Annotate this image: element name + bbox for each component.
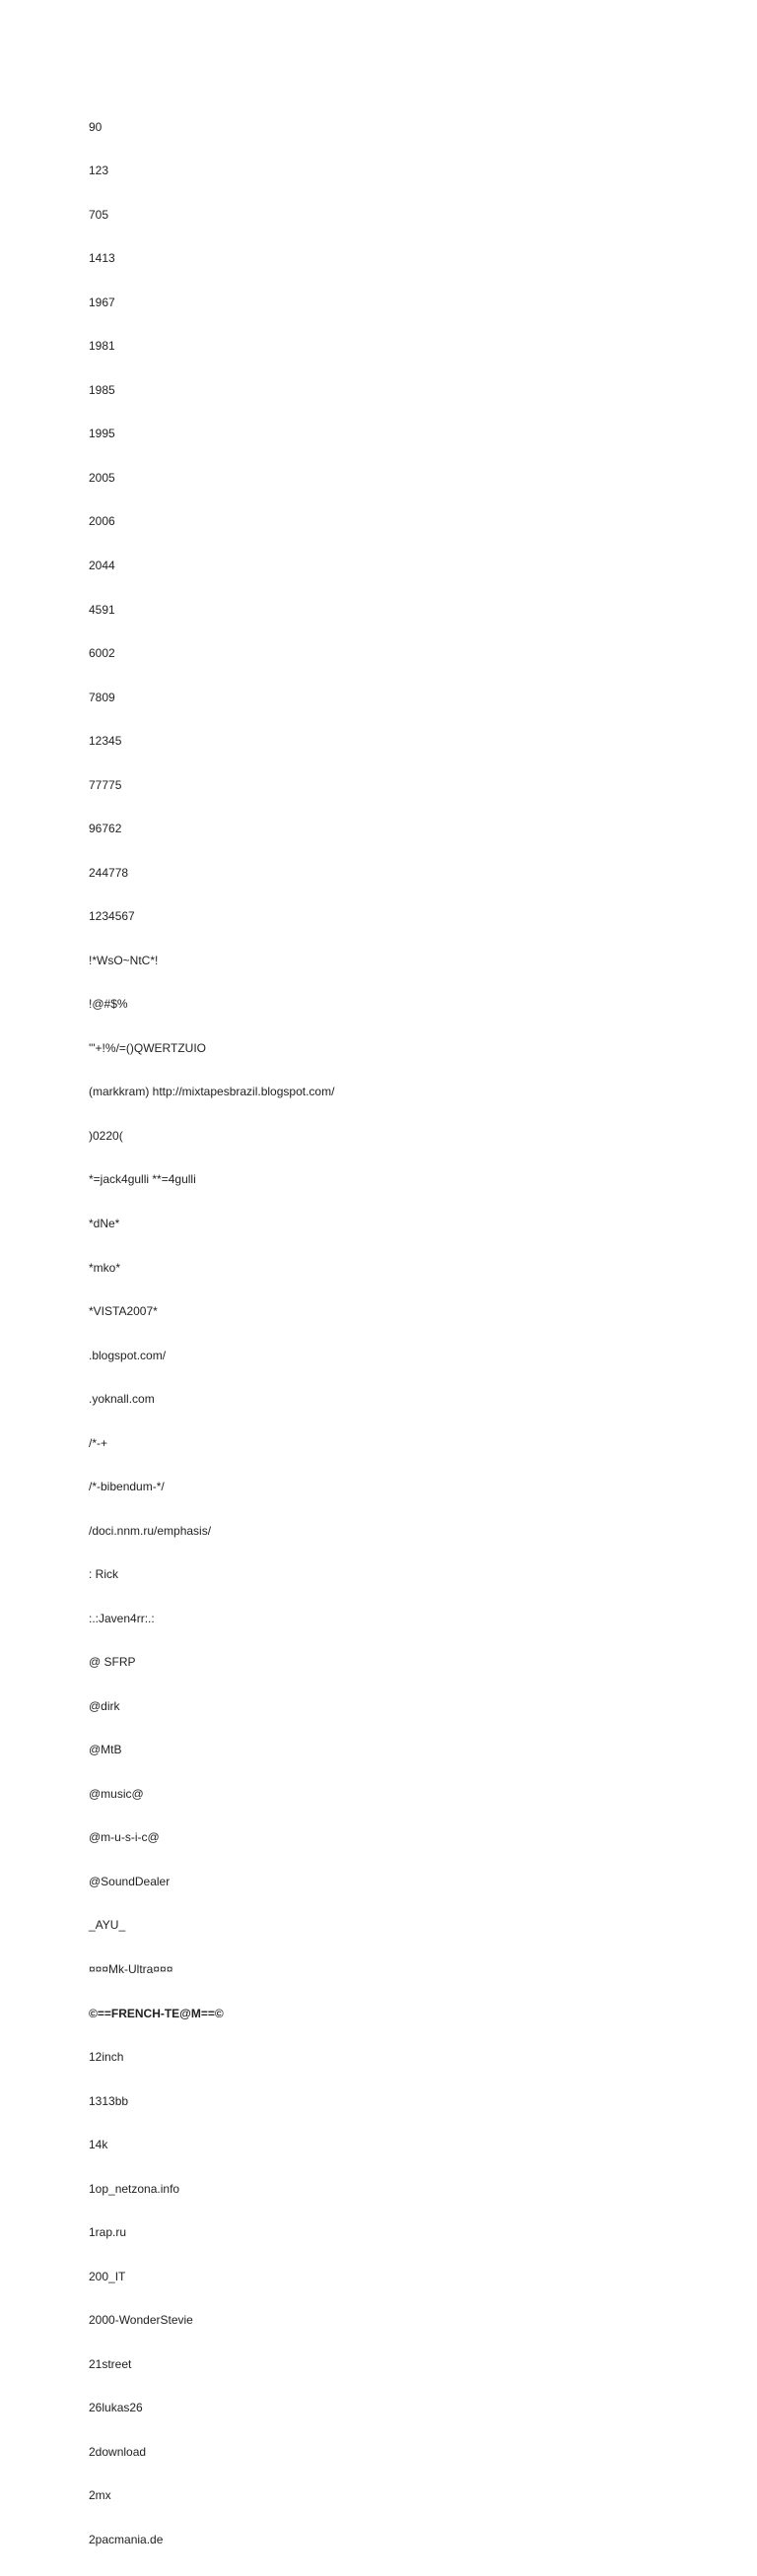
text-line: 1967	[89, 295, 115, 309]
text-line: 14k	[89, 2138, 108, 2152]
text-line: *mko*	[89, 1260, 121, 1275]
text-line: @ SFRP	[89, 1655, 136, 1670]
text-line: @music@	[89, 1786, 144, 1801]
text-line: 2mx	[89, 2488, 111, 2503]
text-line: 200_IT	[89, 2269, 126, 2283]
text-line: @MtB	[89, 1743, 122, 1757]
text-line: 77775	[89, 777, 122, 792]
text-line: 1rap.ru	[89, 2225, 127, 2240]
text-line: )0220(	[89, 1128, 123, 1143]
text-line: @SoundDealer	[89, 1874, 171, 1888]
text-list	[89, 91, 334, 2576]
text-line: 12inch	[89, 2050, 124, 2065]
text-line: /doci.nnm.ru/emphasis/	[89, 1523, 212, 1538]
text-line: 1995	[89, 427, 115, 441]
text-line: 1413	[89, 251, 115, 266]
text-line: 2006	[89, 514, 115, 529]
text-line: 1234567	[89, 909, 135, 924]
text-line: 90	[89, 119, 103, 134]
text-line: 1313bb	[89, 2093, 129, 2108]
text-line: :.:Javen4rr:.:	[89, 1611, 155, 1625]
text-line: 123	[89, 164, 109, 178]
text-line: *=jack4gulli **=4gulli	[89, 1172, 196, 1187]
text-line: 1981	[89, 339, 115, 354]
text-line: (markkram) http://mixtapesbrazil.blogspot.com/	[89, 1085, 335, 1099]
text-line: 96762	[89, 822, 122, 836]
text-line: .blogspot.com/	[89, 1348, 167, 1362]
text-line: 21street	[89, 2356, 132, 2371]
text-line: @m-u-s-i-c@	[89, 1830, 160, 1845]
text-line: 2download	[89, 2444, 147, 2459]
text-line: 2005	[89, 470, 115, 485]
text-line: 705	[89, 207, 109, 222]
text-line: /*-+	[89, 1435, 108, 1450]
text-line: 6002	[89, 646, 115, 661]
text-line: 1op_netzona.info	[89, 2181, 180, 2196]
text-line: 244778	[89, 865, 129, 880]
text-line: _AYU_	[89, 1918, 126, 1933]
text-line: *VISTA2007*	[89, 1304, 158, 1319]
text-line: !*WsO~NtC*!	[89, 953, 159, 967]
text-line: 26lukas26	[89, 2401, 143, 2415]
text-line: : Rick	[89, 1567, 118, 1582]
text-line: 2044	[89, 559, 115, 572]
text-line: *dNe*	[89, 1216, 120, 1230]
text-line: 1985	[89, 382, 115, 397]
text-line: 7809	[89, 690, 115, 704]
text-line: 12345	[89, 734, 122, 749]
text-line: ¤¤¤Mk-Ultra¤¤¤	[89, 1962, 173, 1976]
text-line: 2pacmania.de	[89, 2532, 164, 2546]
text-line: 2000-WonderStevie	[89, 2313, 193, 2328]
text-line: '"+!%/=()QWERTZUIO	[89, 1040, 207, 1055]
text-line: 4591	[89, 602, 115, 617]
text-line: ©==FRENCH-TE@M==©	[89, 2006, 224, 2020]
text-line: !@#$%	[89, 997, 128, 1012]
text-line: .yoknall.com	[89, 1392, 155, 1407]
text-line: @dirk	[89, 1698, 120, 1713]
text-line: /*-bibendum-*/	[89, 1480, 165, 1494]
